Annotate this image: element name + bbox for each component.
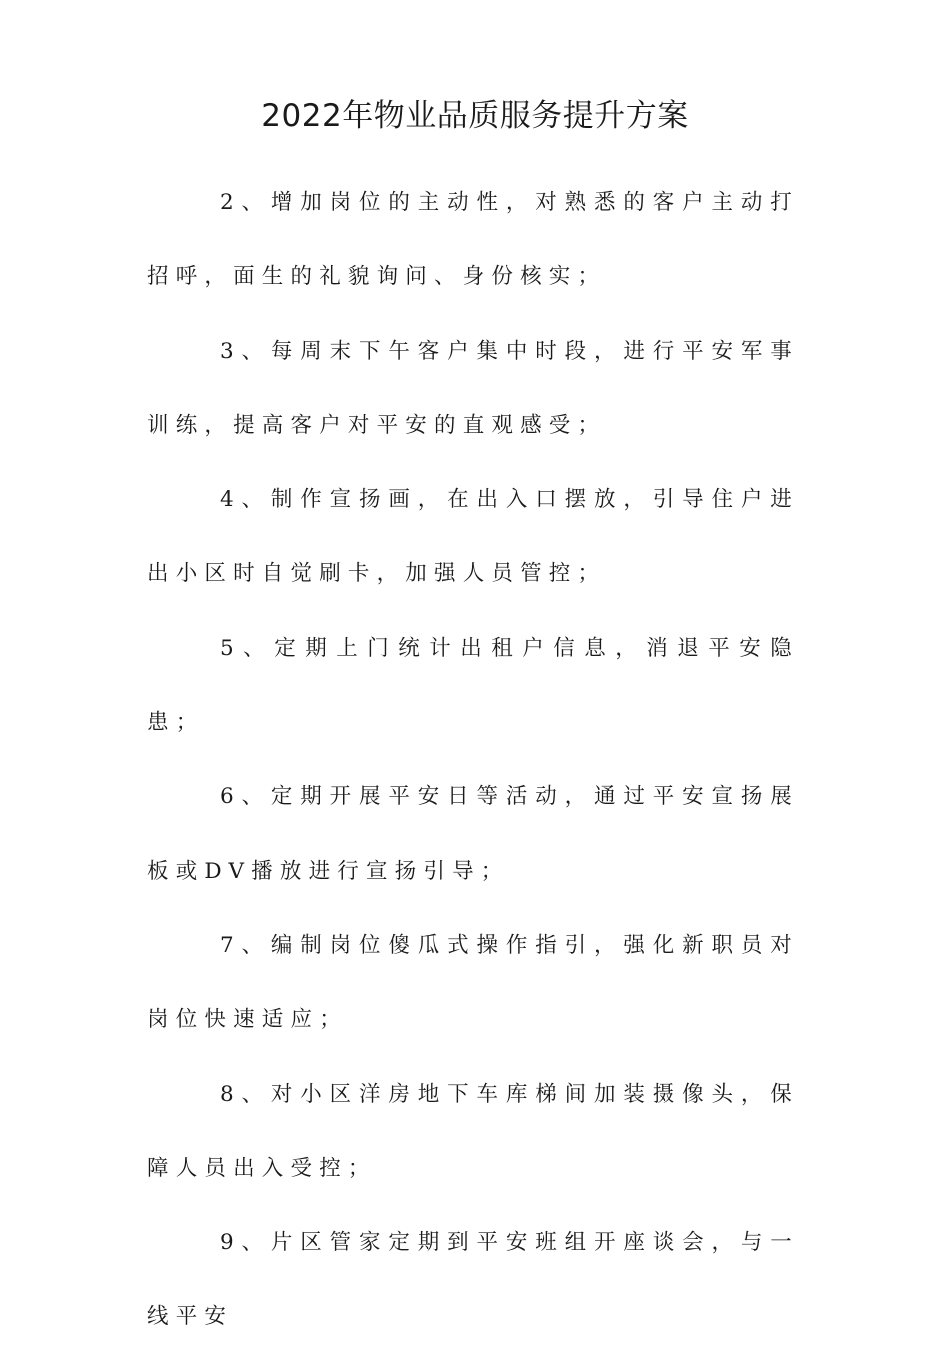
paragraph-item-9: 9、片区管家定期到平安班组开座谈会，与一线平安 bbox=[147, 1230, 799, 1330]
paragraph-item-6: 6、定期开展平安日等活动，通过平安宣扬展板或DV播放进行宣扬引导； bbox=[147, 784, 799, 884]
paragraph-item-2: 2、增加岗位的主动性，对熟悉的客户主动打招呼，面生的礼貌询问、身份核实； bbox=[147, 190, 799, 290]
paragraph-item-5: 5、定期上门统计出租户信息，消退平安隐患； bbox=[147, 635, 799, 736]
paragraph-item-8: 8、对小区洋房地下车库梯间加装摄像头，保障人员出入受控； bbox=[147, 1081, 799, 1181]
document-body bbox=[147, 166, 799, 1355]
paragraph-item-7: 7、编制岗位傻瓜式操作指引，强化新职员对岗位快速适应； bbox=[147, 932, 799, 1033]
paragraph-item-3: 3、每周末下午客户集中时段，进行平安军事训练，提高客户对平安的直观感受； bbox=[147, 338, 799, 438]
paragraph-item-4: 4、制作宣扬画，在出入口摆放，引导住户进出小区时自觉刷卡，加强人员管控； bbox=[147, 487, 799, 587]
page-title: 2022年物业品质服务提升方案 bbox=[261, 98, 689, 134]
